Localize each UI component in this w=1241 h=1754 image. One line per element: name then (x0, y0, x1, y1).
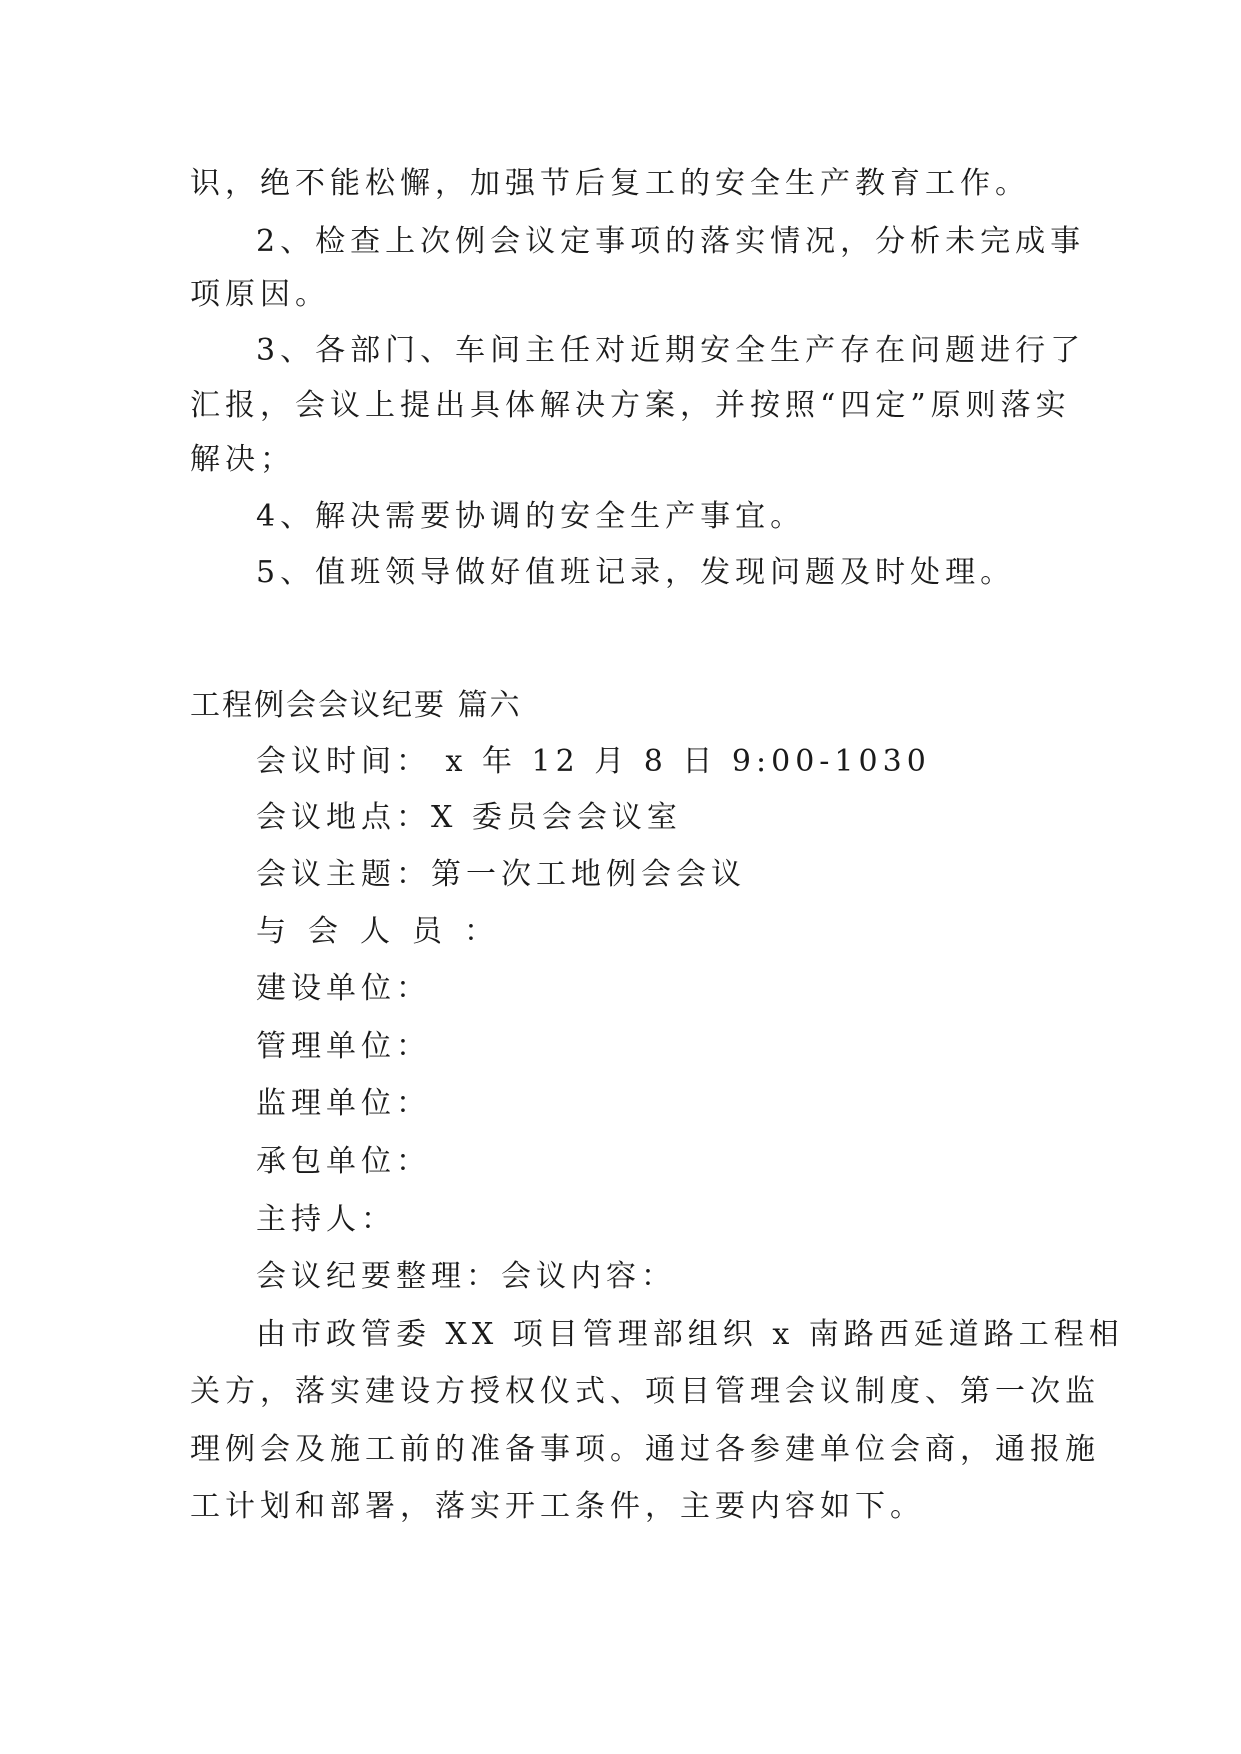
list-item-5: 5、值班领导做好值班记录，发现问题及时处理。 (256, 555, 1016, 590)
list-item-4: 4、解决需要协调的安全生产事宜。 (256, 499, 806, 534)
list-item-3: 3、各部门、车间主任对近期安全生产存在问题进行了 (256, 333, 1086, 368)
text-line: 解决； (190, 442, 295, 477)
body-paragraph-line: 由市政管委 XX 项目管理部组织 x 南路西延道路工程相 (256, 1317, 1124, 1352)
text-line: 汇报，会议上提出具体解决方案，并按照“四定”原则落实 (190, 388, 1071, 423)
minutes-label: 会议纪要整理：会议内容： (256, 1259, 676, 1294)
management-unit: 管理单位： (256, 1029, 431, 1064)
construction-unit: 建设单位： (256, 971, 431, 1006)
attendees-label: 与会人员： (256, 914, 516, 949)
body-paragraph-line: 关方，落实建设方授权仪式、项目管理会议制度、第一次监 (190, 1374, 1100, 1409)
body-paragraph-line: 理例会及施工前的准备事项。通过各参建单位会商，通报施 (190, 1432, 1100, 1467)
supervision-unit: 监理单位： (256, 1086, 431, 1121)
body-paragraph-line: 工计划和部署，落实开工条件，主要内容如下。 (190, 1489, 925, 1524)
contractor-unit: 承包单位： (256, 1144, 431, 1179)
section-title: 工程例会会议纪要 篇六 (190, 688, 522, 723)
host: 主持人： (256, 1202, 396, 1237)
list-item-2: 2、检查上次例会议定事项的落实情况，分析未完成事 (256, 224, 1086, 259)
meeting-place: 会议地点：X 委员会会议室 (256, 800, 682, 835)
text-line: 项原因。 (190, 277, 330, 312)
meeting-topic: 会议主题：第一次工地例会会议 (256, 857, 746, 892)
text-line: 识，绝不能松懈，加强节后复工的安全生产教育工作。 (190, 166, 1030, 201)
meeting-time: 会议时间： x 年 12 月 8 日 9:00-1030 (256, 744, 931, 779)
